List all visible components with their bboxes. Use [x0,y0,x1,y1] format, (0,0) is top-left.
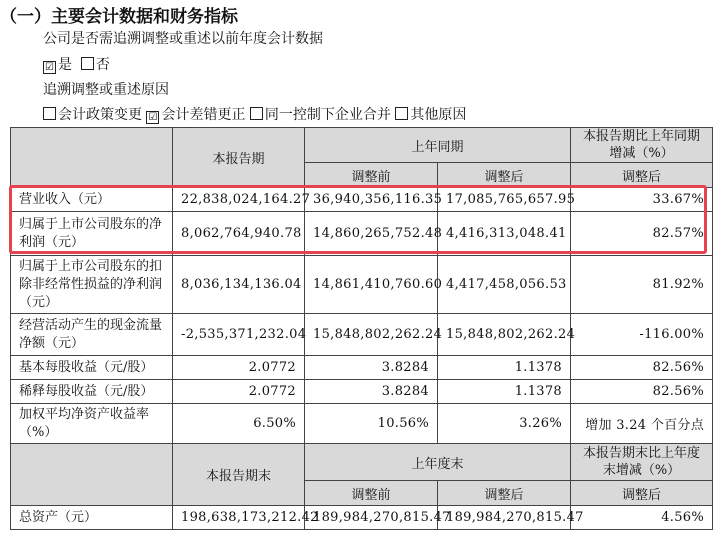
header2-before-adjust: 调整前 [305,481,438,506]
cell-before: 189,984,270,815.47 [305,506,438,530]
reason-checkbox-policy[interactable] [43,107,56,120]
cell-after: 4,416,313,048.41 [438,212,571,256]
table-row [11,404,713,444]
reason-checkbox-other[interactable] [395,107,408,120]
table-row [11,380,713,404]
table-row [11,212,713,256]
header2-period-end: 本报告期末 [173,444,305,506]
table-header-row [11,128,713,163]
reason-checkbox-error[interactable]: ☑ [146,111,159,124]
row-label: 归属于上市公司股东的净利润（元） [11,212,173,256]
cell-after: 189,984,270,815.47 [438,506,571,530]
yes-checkbox[interactable]: ☑ [43,61,56,74]
cell-after: 4,417,458,056.53 [438,256,571,314]
financial-data-table [10,127,713,530]
cell-current: 8,062,764,940.78 [173,212,305,256]
cell-current: -2,535,371,232.04 [173,314,305,356]
cell-before: 3.8284 [305,380,438,404]
header2-prior-year-end: 上年度末 [305,444,571,481]
table-row [11,356,713,380]
cell-change: 33.67% [571,188,713,212]
row-label: 归属于上市公司股东的扣除非经常性损益的净利润（元） [11,256,173,314]
cell-before: 36,940,356,116.35 [305,188,438,212]
row-label: 稀释每股收益（元/股） [11,380,173,404]
row-label: 加权平均净资产收益率（%） [11,404,173,444]
cell-after: 1.1378 [438,380,571,404]
table-header-row-2 [11,444,713,481]
cell-change: -116.00% [571,314,713,356]
cell-change: 增加 3.24 个百分点 [571,404,713,444]
cell-change: 82.56% [571,380,713,404]
row-label: 经营活动产生的现金流量净额（元） [11,314,173,356]
header2-change: 本报告期末比上年度末增减（%） [571,444,713,481]
reason-label-error: 会计差错更正 [161,107,246,123]
cell-current: 2.0772 [173,380,305,404]
header-prior-period: 上年同期 [305,128,571,163]
header-after-adjust: 调整后 [438,163,571,188]
table-row [11,506,713,530]
cell-change: 4.56% [571,506,713,530]
cell-before: 14,861,410,760.60 [305,256,438,314]
section-heading: （一）主要会计数据和财务指标 [0,7,238,27]
cell-current: 22,838,024,164.27 [173,188,305,212]
cell-after: 15,848,802,262.24 [438,314,571,356]
cell-after: 1.1378 [438,356,571,380]
table-row [11,188,713,212]
reason-label-other: 其他原因 [410,107,467,123]
header-item [11,128,173,188]
no-label: 否 [95,57,110,73]
reason-label-merger: 同一控制下企业合并 [264,107,391,123]
header2-change-after: 调整后 [571,481,713,506]
cell-change: 82.56% [571,356,713,380]
cell-before: 15,848,802,262.24 [305,314,438,356]
cell-current: 198,638,173,212.42 [173,506,305,530]
row-label: 基本每股收益（元/股） [11,356,173,380]
yes-label: 是 [58,57,72,73]
cell-current: 6.50% [173,404,305,444]
header-current-period: 本报告期 [173,128,305,188]
reason-checkbox-merger[interactable] [250,107,263,120]
cell-before: 3.8284 [305,356,438,380]
header-before-adjust: 调整前 [305,163,438,188]
row-label: 营业收入（元） [11,188,173,212]
reason-title: 追溯调整或重述原因 [43,82,169,98]
cell-before: 10.56% [305,404,438,444]
row-label: 总资产（元） [11,506,173,530]
table-row [11,256,713,314]
reason-label-policy: 会计政策变更 [58,107,142,123]
cell-change: 82.57% [571,212,713,256]
header-change-after: 调整后 [571,163,713,188]
header-change: 本报告期比上年同期增减（%） [571,128,713,163]
reason-options [43,104,466,124]
cell-before: 14,860,265,752.48 [305,212,438,256]
cell-current: 8,036,134,136.04 [173,256,305,314]
table-row [11,314,713,356]
restate-answer [43,54,110,74]
cell-change: 81.92% [571,256,713,314]
cell-after: 17,085,765,657.95 [438,188,571,212]
cell-after: 3.26% [438,404,571,444]
header2-item [11,444,173,506]
restate-question: 公司是否需追溯调整或重述以前年度会计数据 [43,31,323,47]
no-checkbox[interactable] [81,57,94,70]
cell-current: 2.0772 [173,356,305,380]
header2-after-adjust: 调整后 [438,481,571,506]
